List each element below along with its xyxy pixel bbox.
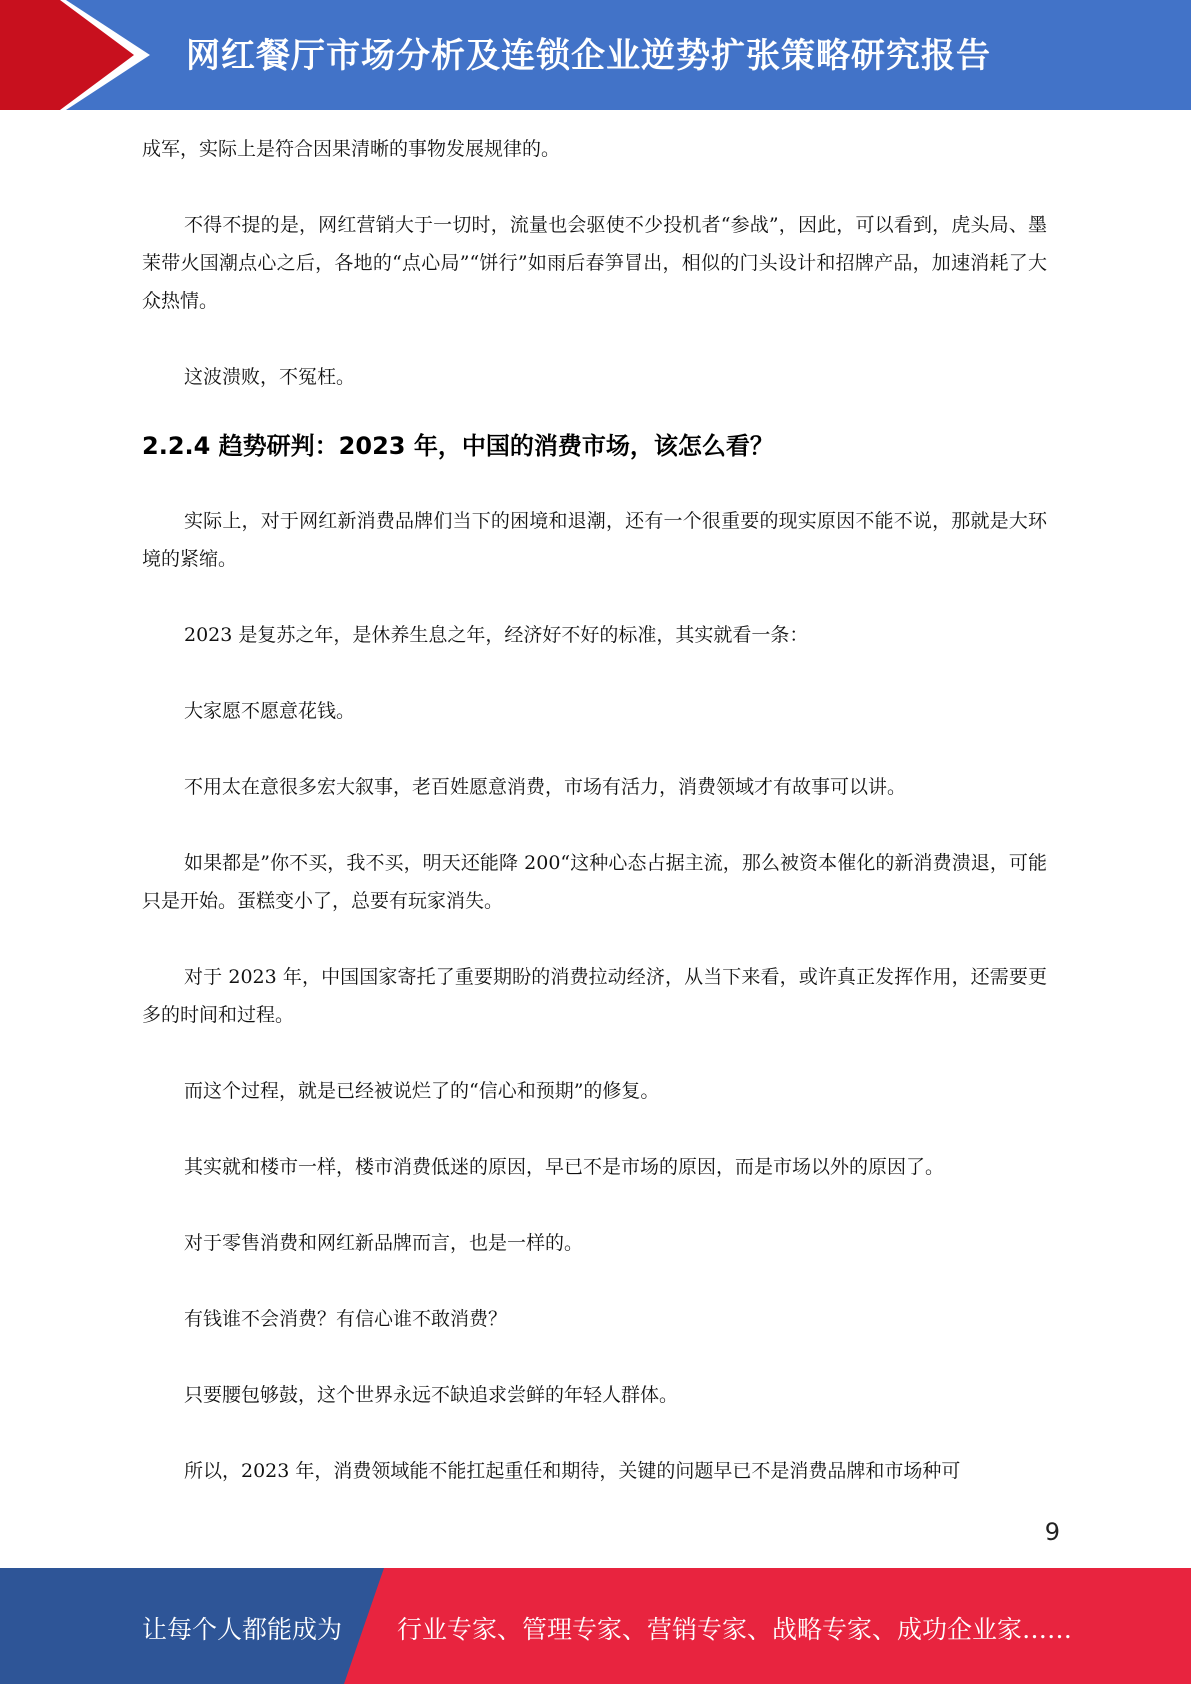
page-footer xyxy=(0,1568,1191,1684)
footer-slogan-right: 行业专家、管理专家、营销专家、战略专家、成功企业家…… xyxy=(397,1615,1073,1644)
paragraph: 成军，实际上是符合因果清晰的事物发展规律的。 xyxy=(142,138,561,160)
page-number: 9 xyxy=(1044,1518,1060,1546)
document-title: 网红餐厅市场分析及连锁企业逆势扩张策略研究报告 xyxy=(186,36,991,76)
paragraph: 2023 是复苏之年，是休养生息之年，经济好不好的标准，其实就看一条： xyxy=(184,624,809,646)
header-arrow-decoration xyxy=(0,0,150,110)
paragraph: 不得不提的是，网红营销大于一切时，流量也会驱使不少投机者“参战”，因此，可以看到，虎头局、墨茉带火国潮点心之后，各地的“点心局”“饼行”如雨后春笋冒出，相似的门头设计和招牌产品，加速消耗了大众热情。 xyxy=(142,214,1047,312)
paragraph: 对于零售消费和网红新品牌而言，也是一样的。 xyxy=(184,1232,584,1254)
paragraph: 实际上，对于网红新消费品牌们当下的困境和退潮，还有一个很重要的现实原因不能不说，那就是大环境的紧缩。 xyxy=(142,510,1047,570)
paragraph: 大家愿不愿意花钱。 xyxy=(184,700,356,722)
page-header xyxy=(0,0,1191,110)
paragraph: 这波溃败，不冤枉。 xyxy=(184,366,356,388)
paragraph: 所以，2023 年，消费领域能不能扛起重任和期待，关键的问题早已不是消费品牌和市场种可 xyxy=(184,1460,961,1482)
paragraph: 其实就和楼市一样，楼市消费低迷的原因，早已不是市场的原因，而是市场以外的原因了。 xyxy=(184,1156,945,1178)
paragraph: 不用太在意很多宏大叙事，老百姓愿意消费，市场有活力，消费领域才有故事可以讲。 xyxy=(184,776,907,798)
page-content xyxy=(142,130,1047,1490)
paragraph: 对于 2023 年，中国国家寄托了重要期盼的消费拉动经济，从当下来看，或许真正发挥作用，还需要更多的时间和过程。 xyxy=(142,966,1047,1026)
paragraph: 只要腰包够鼓，这个世界永远不缺追求尝鲜的年轻人群体。 xyxy=(184,1384,679,1406)
paragraph: 如果都是”你不买，我不买，明天还能降 200“这种心态占据主流，那么被资本催化的新消费溃退，可能只是开始。蛋糕变小了，总要有玩家消失。 xyxy=(142,852,1047,912)
section-heading: 2.2.4 趋势研判：2023 年，中国的消费市场，该怎么看？ xyxy=(142,432,774,460)
paragraph: 而这个过程，就是已经被说烂了的“信心和预期”的修复。 xyxy=(184,1080,660,1102)
footer-slogan-left: 让每个人都能成为 xyxy=(142,1615,343,1644)
paragraph: 有钱谁不会消费？有信心谁不敢消费？ xyxy=(184,1308,508,1330)
